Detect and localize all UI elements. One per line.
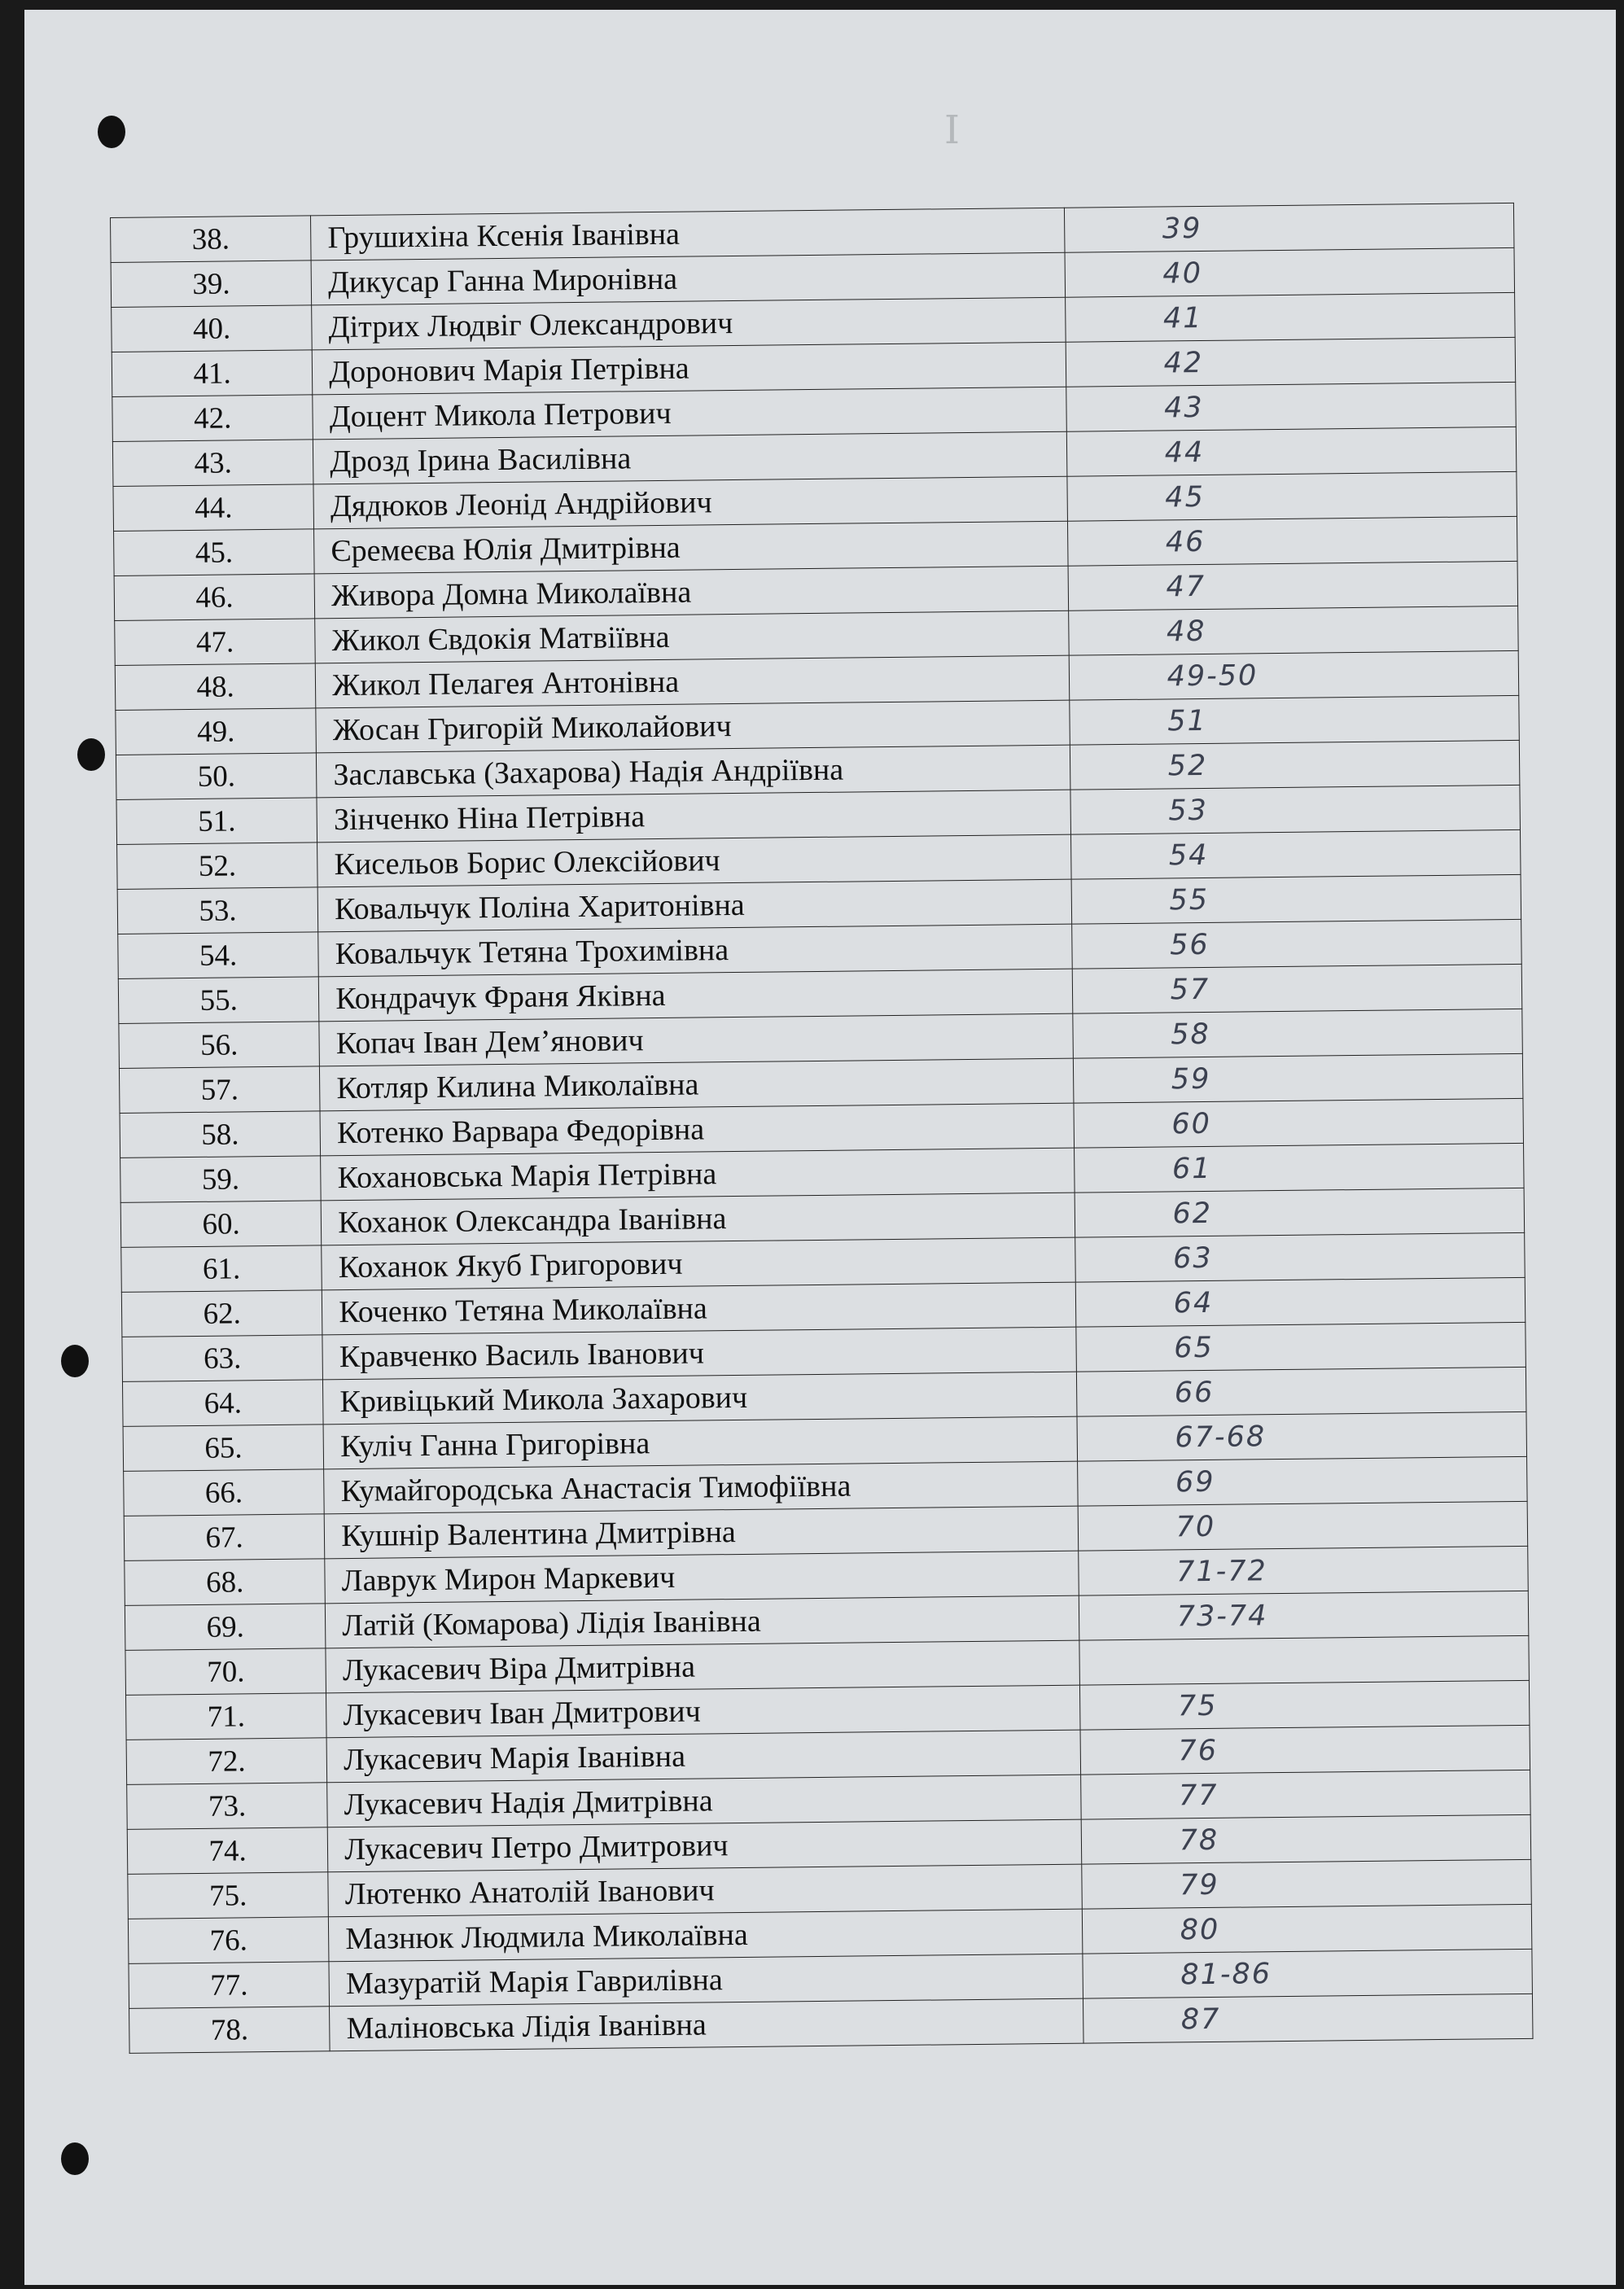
row-number: 72. xyxy=(126,1738,327,1785)
person-name: Кохановська Марія Петрівна xyxy=(321,1148,1075,1201)
page-reference: 65 xyxy=(1075,1322,1526,1372)
person-name: Лаврук Мирон Маркевич xyxy=(325,1551,1079,1604)
row-number: 46. xyxy=(114,574,315,621)
row-number: 65. xyxy=(123,1425,324,1472)
row-number: 69. xyxy=(125,1604,326,1651)
person-name: Ковальчук Тетяна Трохимівна xyxy=(318,924,1072,977)
page-reference: 48 xyxy=(1068,606,1518,655)
page-reference: 51 xyxy=(1069,695,1519,745)
person-name: Лукасевич Марія Іванівна xyxy=(326,1730,1080,1783)
person-name: Котляр Килина Миколаївна xyxy=(320,1058,1074,1111)
person-name: Лукасевич Віра Дмитрівна xyxy=(326,1640,1079,1693)
page-reference: 46 xyxy=(1067,516,1517,566)
row-number: 71. xyxy=(126,1693,327,1740)
person-name: Лукасевич Іван Дмитрович xyxy=(326,1685,1080,1738)
person-name: Коченко Тетяна Миколаївна xyxy=(322,1282,1076,1335)
page-reference: 87 xyxy=(1083,1994,1533,2043)
page-reference: 67-68 xyxy=(1077,1411,1527,1461)
page-reference: 71-72 xyxy=(1078,1546,1528,1595)
person-name: Кумайгородська Анастасія Тимофіївна xyxy=(324,1461,1078,1514)
page-reference: 73-74 xyxy=(1079,1591,1529,1640)
person-name: Куліч Ганна Григорівна xyxy=(323,1416,1077,1469)
person-name: Котенко Варвара Федорівна xyxy=(320,1103,1074,1156)
page-reference: 41 xyxy=(1065,292,1515,342)
person-name: Мазуратій Марія Гаврилівна xyxy=(329,1954,1083,2007)
row-number: 63. xyxy=(122,1335,323,1382)
person-name: Жосан Григорій Миколайович xyxy=(316,700,1070,753)
row-number: 54. xyxy=(118,932,319,979)
page-reference: 77 xyxy=(1080,1770,1530,1819)
page-reference: 81-86 xyxy=(1083,1949,1533,1998)
row-number: 38. xyxy=(111,216,312,263)
person-name: Латій (Комарова) Лідія Іванівна xyxy=(326,1595,1079,1648)
row-number: 74. xyxy=(127,1827,328,1875)
row-number: 59. xyxy=(120,1156,322,1203)
person-name: Кравченко Василь Іванович xyxy=(322,1327,1076,1380)
row-number: 39. xyxy=(111,260,312,308)
person-name: Лукасевич Надія Дмитрівна xyxy=(327,1775,1081,1827)
person-name: Ковальчук Поліна Харитонівна xyxy=(317,879,1071,932)
page-reference: 58 xyxy=(1072,1009,1522,1058)
row-number: 40. xyxy=(112,305,313,352)
row-number: 56. xyxy=(119,1022,320,1069)
page-reference: 53 xyxy=(1070,785,1521,834)
page-reference: 79 xyxy=(1081,1859,1531,1909)
person-name: Єремеєва Юлія Дмитрівна xyxy=(314,521,1068,574)
row-number: 57. xyxy=(119,1066,320,1114)
page-reference: 42 xyxy=(1066,337,1516,387)
person-name: Дядюков Леонід Андрійович xyxy=(313,476,1067,529)
row-number: 55. xyxy=(118,977,319,1024)
row-number: 47. xyxy=(115,619,316,666)
row-number: 67. xyxy=(124,1514,325,1561)
person-name: Дикусар Ганна Миронівна xyxy=(311,252,1065,305)
person-name: Живора Домна Миколаївна xyxy=(314,566,1068,619)
row-number: 73. xyxy=(127,1783,328,1830)
row-number: 43. xyxy=(112,440,313,487)
row-number: 44. xyxy=(113,484,314,532)
punch-hole-4 xyxy=(61,2142,89,2175)
page-reference: 60 xyxy=(1074,1098,1524,1148)
page-reference: 76 xyxy=(1080,1725,1530,1775)
page-reference: 63 xyxy=(1075,1232,1525,1282)
page-reference: 64 xyxy=(1075,1277,1526,1327)
punch-hole-3 xyxy=(61,1345,89,1377)
person-name: Зінченко Ніна Петрівна xyxy=(317,790,1070,843)
person-name: Кушнір Валентина Дмитрівна xyxy=(324,1506,1078,1559)
page-reference: 66 xyxy=(1076,1367,1526,1416)
page-reference: 49-50 xyxy=(1069,650,1519,700)
pencil-mark: I xyxy=(944,107,960,153)
row-number: 50. xyxy=(116,753,317,800)
punch-hole-2 xyxy=(77,738,105,771)
page-reference: 75 xyxy=(1079,1680,1530,1730)
row-number: 64. xyxy=(122,1380,323,1427)
page-reference xyxy=(1079,1635,1530,1685)
page-reference: 61 xyxy=(1074,1143,1524,1193)
page-reference: 45 xyxy=(1067,471,1517,521)
page-reference: 43 xyxy=(1066,382,1516,431)
page-reference: 59 xyxy=(1073,1053,1523,1103)
page-reference: 57 xyxy=(1072,964,1522,1013)
person-name: Мазнюк Людмила Миколаївна xyxy=(329,1909,1083,1962)
page-reference: 47 xyxy=(1068,561,1518,611)
person-name: Кривіцький Микола Захарович xyxy=(323,1372,1077,1425)
row-number: 68. xyxy=(125,1559,326,1606)
row-number: 53. xyxy=(117,887,318,934)
person-name: Кондрачук Франя Яківна xyxy=(319,969,1073,1022)
person-name: Копач Іван Дем’янович xyxy=(319,1013,1073,1066)
row-number: 75. xyxy=(128,1872,329,1919)
row-number: 48. xyxy=(115,663,316,711)
person-name: Лютенко Анатолій Іванович xyxy=(328,1864,1082,1917)
page-reference: 80 xyxy=(1082,1904,1532,1954)
person-name: Заславська (Захарова) Надія Андріївна xyxy=(317,745,1070,798)
row-number: 42. xyxy=(112,395,313,442)
page-reference: 44 xyxy=(1066,427,1517,476)
row-number: 52. xyxy=(117,843,318,890)
row-number: 76. xyxy=(128,1917,329,1964)
row-number: 66. xyxy=(124,1469,325,1517)
document-page xyxy=(24,10,1616,2285)
row-number: 58. xyxy=(120,1111,321,1158)
person-name: Коханок Олександра Іванівна xyxy=(321,1193,1075,1245)
page-reference: 69 xyxy=(1077,1456,1527,1506)
name-register-table xyxy=(110,203,1534,2054)
page-reference: 54 xyxy=(1070,829,1521,879)
person-name: Дрозд Ірина Василівна xyxy=(313,431,1067,484)
page-reference: 52 xyxy=(1070,740,1520,790)
person-name: Дітрих Людвіг Олександрович xyxy=(312,297,1066,350)
person-name: Доцент Микола Петрович xyxy=(313,387,1066,440)
page-reference: 70 xyxy=(1078,1501,1528,1551)
person-name: Лукасевич Петро Дмитрович xyxy=(327,1819,1081,1872)
person-name: Кисельов Борис Олексійович xyxy=(317,834,1071,887)
row-number: 60. xyxy=(120,1201,322,1248)
page-reference: 78 xyxy=(1081,1814,1531,1864)
row-number: 78. xyxy=(129,2007,330,2054)
row-number: 49. xyxy=(116,708,317,755)
punch-hole-1 xyxy=(98,116,125,148)
person-name: Жикол Євдокія Матвіївна xyxy=(315,611,1069,663)
page-reference: 56 xyxy=(1071,919,1521,969)
page-reference: 62 xyxy=(1075,1188,1525,1237)
row-number: 77. xyxy=(129,1962,330,2009)
row-number: 51. xyxy=(116,798,317,845)
person-name: Жикол Пелагея Антонівна xyxy=(316,655,1070,708)
page-reference: 40 xyxy=(1065,247,1515,297)
row-number: 41. xyxy=(112,350,313,397)
page-reference: 55 xyxy=(1071,874,1521,924)
page-reference: 39 xyxy=(1064,203,1514,252)
row-number: 61. xyxy=(121,1245,322,1293)
row-number: 62. xyxy=(121,1290,322,1337)
person-name: Маліновська Лідія Іванівна xyxy=(330,1998,1083,2051)
row-number: 45. xyxy=(114,529,315,576)
person-name: Грушихіна Ксенія Іванівна xyxy=(311,208,1065,260)
person-name: Доронович Марія Петрівна xyxy=(312,342,1066,395)
person-name: Коханок Якуб Григорович xyxy=(322,1237,1075,1290)
row-number: 70. xyxy=(125,1648,326,1696)
